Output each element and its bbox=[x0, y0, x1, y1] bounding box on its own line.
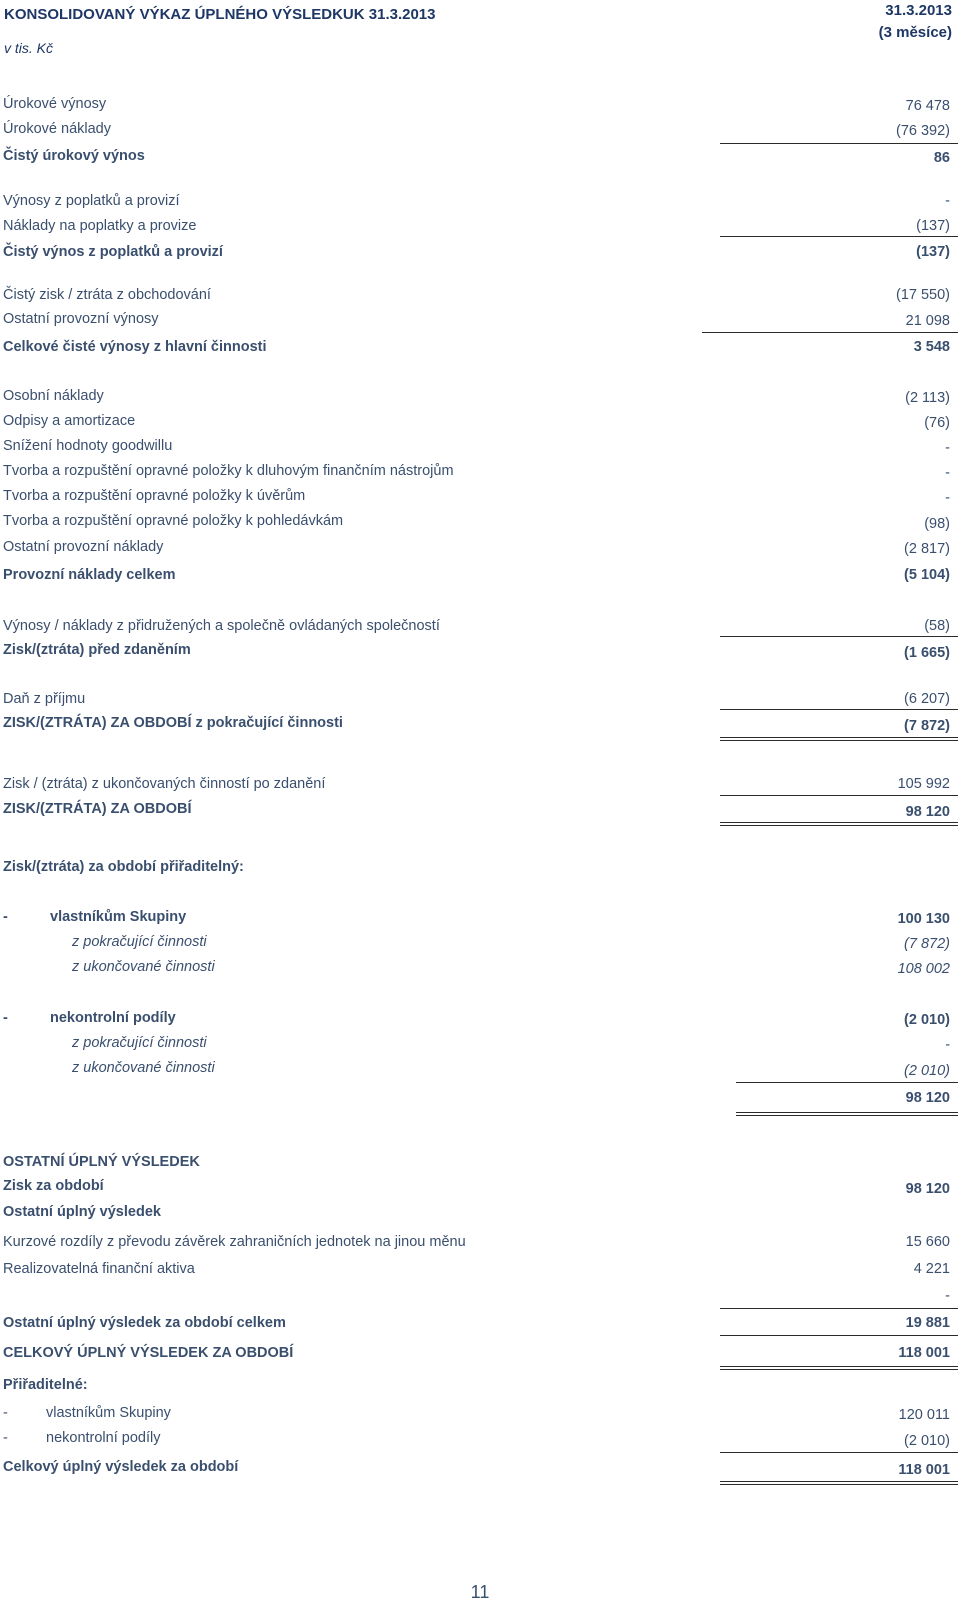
row-label: z ukončované činnosti bbox=[72, 1060, 215, 1076]
statement-row bbox=[0, 797, 960, 821]
column-date: 31.3.2013 bbox=[885, 2, 952, 19]
row-value: 118 001 bbox=[898, 1462, 950, 1478]
row-label: ZISK/(ZTRÁTA) ZA OBDOBÍ bbox=[3, 801, 192, 817]
row-value: 100 130 bbox=[897, 911, 950, 927]
section-heading: OSTATNÍ ÚPLNÝ VÝSLEDEK bbox=[3, 1154, 200, 1170]
statement-row bbox=[0, 1426, 960, 1450]
column-period: (3 měsíce) bbox=[878, 24, 952, 41]
row-value: (76 392) bbox=[895, 123, 950, 139]
statement-row bbox=[0, 1401, 960, 1425]
unit-label: v tis. Kč bbox=[4, 40, 54, 56]
row-value: 15 660 bbox=[905, 1234, 950, 1250]
subtotal-rule bbox=[720, 1335, 958, 1336]
row-label: Úrokové výnosy bbox=[3, 96, 107, 112]
page-number: 11 bbox=[470, 1582, 490, 1602]
statement-row bbox=[0, 92, 960, 116]
row-label: vlastníkům Skupiny bbox=[46, 1405, 171, 1421]
statement-row bbox=[0, 535, 960, 559]
statement-row bbox=[0, 905, 960, 929]
row-label: Tvorba a rozpuštění opravné položky k pohledávkám bbox=[3, 513, 344, 529]
row-value: - bbox=[945, 465, 950, 481]
row-label: Úrokové náklady bbox=[3, 121, 111, 137]
statement-row bbox=[0, 307, 960, 331]
row-label: ZISK/(ZTRÁTA) ZA OBDOBÍ z pokračující činnosti bbox=[3, 715, 343, 731]
row-value: - bbox=[945, 440, 950, 456]
row-label: z ukončované činnosti bbox=[72, 959, 215, 975]
statement-row bbox=[0, 409, 960, 433]
row-label: Výnosy z poplatků a provizí bbox=[3, 193, 180, 209]
statement-row bbox=[0, 955, 960, 979]
subtotal-rule bbox=[720, 636, 958, 637]
row-value: (76) bbox=[924, 415, 950, 431]
row-label: Přiřaditelné: bbox=[3, 1377, 88, 1393]
row-value: (1 665) bbox=[904, 645, 950, 661]
statement-row bbox=[0, 189, 960, 213]
total-double-rule bbox=[736, 1112, 958, 1116]
row-value: 98 120 bbox=[905, 804, 950, 820]
statement-row bbox=[0, 240, 960, 264]
row-label: Kurzové rozdíly z převodu závěrek zahraničních jednotek na jinou měnu bbox=[3, 1234, 466, 1250]
subtotal-rule bbox=[736, 1082, 958, 1083]
row-value: - bbox=[945, 490, 950, 506]
subtotal-rule bbox=[720, 1452, 958, 1453]
column-header bbox=[879, 0, 952, 44]
row-value: - bbox=[945, 193, 950, 209]
row-value: 98 120 bbox=[905, 1090, 950, 1106]
total-double-rule bbox=[720, 822, 958, 826]
statement-row bbox=[0, 563, 960, 587]
row-label: z pokračující činnosti bbox=[72, 1035, 207, 1051]
row-label: Tvorba a rozpuštění opravné položky k úvěrům bbox=[3, 488, 306, 504]
row-value: (2 817) bbox=[904, 541, 950, 557]
total-double-rule bbox=[720, 737, 958, 741]
row-value: 3 548 bbox=[913, 339, 950, 355]
statement-row bbox=[0, 1230, 960, 1254]
statement-row bbox=[0, 1006, 960, 1030]
row-value: 19 881 bbox=[905, 1315, 950, 1331]
row-label: Celkové čisté výnosy z hlavní činnosti bbox=[3, 339, 267, 355]
row-label: Výnosy / náklady z přidružených a společně ovládaných společností bbox=[3, 618, 440, 634]
section-heading-row bbox=[0, 1150, 960, 1174]
row-label: Osobní náklady bbox=[3, 388, 104, 404]
statement-row bbox=[0, 687, 960, 711]
statement-row bbox=[0, 283, 960, 307]
row-value: 21 098 bbox=[905, 313, 950, 329]
row-value: 76 478 bbox=[905, 98, 950, 114]
statement-row bbox=[0, 638, 960, 662]
statement-row bbox=[0, 855, 960, 879]
row-value: (7 872) bbox=[904, 718, 950, 734]
row-bullet: - bbox=[3, 1430, 8, 1446]
subtotal-rule bbox=[720, 795, 958, 796]
statement-row bbox=[0, 772, 960, 796]
row-value: 98 120 bbox=[905, 1181, 950, 1197]
statement-row bbox=[0, 144, 960, 168]
row-value: 108 002 bbox=[897, 961, 950, 977]
row-label: Zisk/(ztráta) za období přiřaditelný: bbox=[3, 859, 244, 875]
statement-row bbox=[0, 614, 960, 638]
row-label: Zisk/(ztráta) před zdaněním bbox=[3, 642, 191, 658]
row-label: nekontrolní podíly bbox=[46, 1430, 161, 1446]
row-value: (6 207) bbox=[904, 691, 950, 707]
row-label: Ostatní úplný výsledek za období celkem bbox=[3, 1315, 286, 1331]
row-value: (58) bbox=[924, 618, 950, 634]
statement-row bbox=[0, 1257, 960, 1281]
subtotal-rule bbox=[720, 1308, 958, 1309]
row-label: Náklady na poplatky a provize bbox=[3, 218, 197, 234]
statement-row bbox=[0, 484, 960, 508]
statement-row bbox=[0, 1031, 960, 1055]
row-label: Čistý výnos z poplatků a provizí bbox=[3, 244, 223, 260]
statement-row bbox=[0, 509, 960, 533]
total-double-rule bbox=[720, 1366, 958, 1370]
row-value: (17 550) bbox=[895, 287, 950, 303]
row-label: Snížení hodnoty goodwillu bbox=[3, 438, 173, 454]
row-value: (2 010) bbox=[904, 1063, 950, 1079]
statement-row bbox=[0, 214, 960, 238]
row-bullet: - bbox=[3, 1405, 8, 1421]
row-value: 120 011 bbox=[898, 1407, 950, 1423]
subtotal-rule bbox=[720, 236, 958, 237]
statement-row bbox=[0, 434, 960, 458]
row-label: vlastníkům Skupiny bbox=[50, 909, 187, 925]
row-label: Realizovatelná finanční aktiva bbox=[3, 1261, 195, 1277]
row-bullet: - bbox=[3, 909, 8, 925]
row-label: Odpisy a amortizace bbox=[3, 413, 136, 429]
statement-row bbox=[0, 1174, 960, 1198]
row-label: Ostatní provozní náklady bbox=[3, 539, 164, 555]
statement-title: KONSOLIDOVANÝ VÝKAZ ÚPLNÉHO VÝSLEDKUK 31.3.2013 bbox=[4, 6, 436, 23]
row-label: Celkový úplný výsledek za období bbox=[3, 1459, 239, 1475]
statement-row bbox=[0, 1284, 960, 1308]
row-label: nekontrolní podíly bbox=[50, 1010, 176, 1026]
statement-row bbox=[0, 1455, 960, 1479]
row-value: 86 bbox=[933, 150, 950, 166]
statement-row bbox=[0, 335, 960, 359]
row-label: Zisk za období bbox=[3, 1178, 104, 1194]
row-value: (2 010) bbox=[904, 1433, 950, 1449]
row-label: z pokračující činnosti bbox=[72, 934, 207, 950]
row-value: (2 010) bbox=[904, 1012, 950, 1028]
statement-row bbox=[0, 1086, 960, 1110]
row-label: Čistý úrokový výnos bbox=[3, 148, 145, 164]
statement-row bbox=[0, 1373, 960, 1397]
statement-row bbox=[0, 1200, 960, 1224]
row-label: CELKOVÝ ÚPLNÝ VÝSLEDEK ZA OBDOBÍ bbox=[3, 1345, 294, 1361]
row-value: (7 872) bbox=[904, 936, 950, 952]
statement-row bbox=[0, 384, 960, 408]
row-value: (137) bbox=[916, 244, 950, 260]
row-value: (137) bbox=[916, 218, 950, 234]
total-double-rule bbox=[720, 1481, 958, 1485]
subtotal-rule bbox=[702, 332, 958, 333]
row-value: - bbox=[945, 1288, 950, 1304]
subtotal-rule bbox=[720, 709, 958, 710]
row-label: Tvorba a rozpuštění opravné položky k dluhovým finančním nástrojům bbox=[3, 463, 454, 479]
row-value: - bbox=[945, 1037, 950, 1053]
statement-row bbox=[0, 117, 960, 141]
statement-row bbox=[0, 711, 960, 735]
statement-row bbox=[0, 930, 960, 954]
row-value: (98) bbox=[924, 516, 950, 532]
row-label: Čistý zisk / ztráta z obchodování bbox=[3, 287, 211, 303]
row-value: (2 113) bbox=[905, 390, 950, 406]
statement-row bbox=[0, 1311, 960, 1335]
row-label: Ostatní provozní výnosy bbox=[3, 311, 159, 327]
row-value: (5 104) bbox=[904, 567, 950, 583]
row-label: Provozní náklady celkem bbox=[3, 567, 176, 583]
row-value: 4 221 bbox=[913, 1261, 950, 1277]
statement-row bbox=[0, 459, 960, 483]
row-label: Daň z příjmu bbox=[3, 691, 86, 707]
statement-row bbox=[0, 1341, 960, 1365]
row-value: 118 001 bbox=[898, 1345, 950, 1361]
row-value: 105 992 bbox=[897, 776, 950, 792]
row-label: Zisk / (ztráta) z ukončovaných činností po zdanění bbox=[3, 776, 326, 792]
statement-row bbox=[0, 1056, 960, 1080]
row-label: Ostatní úplný výsledek bbox=[3, 1204, 161, 1220]
row-bullet: - bbox=[3, 1010, 8, 1026]
